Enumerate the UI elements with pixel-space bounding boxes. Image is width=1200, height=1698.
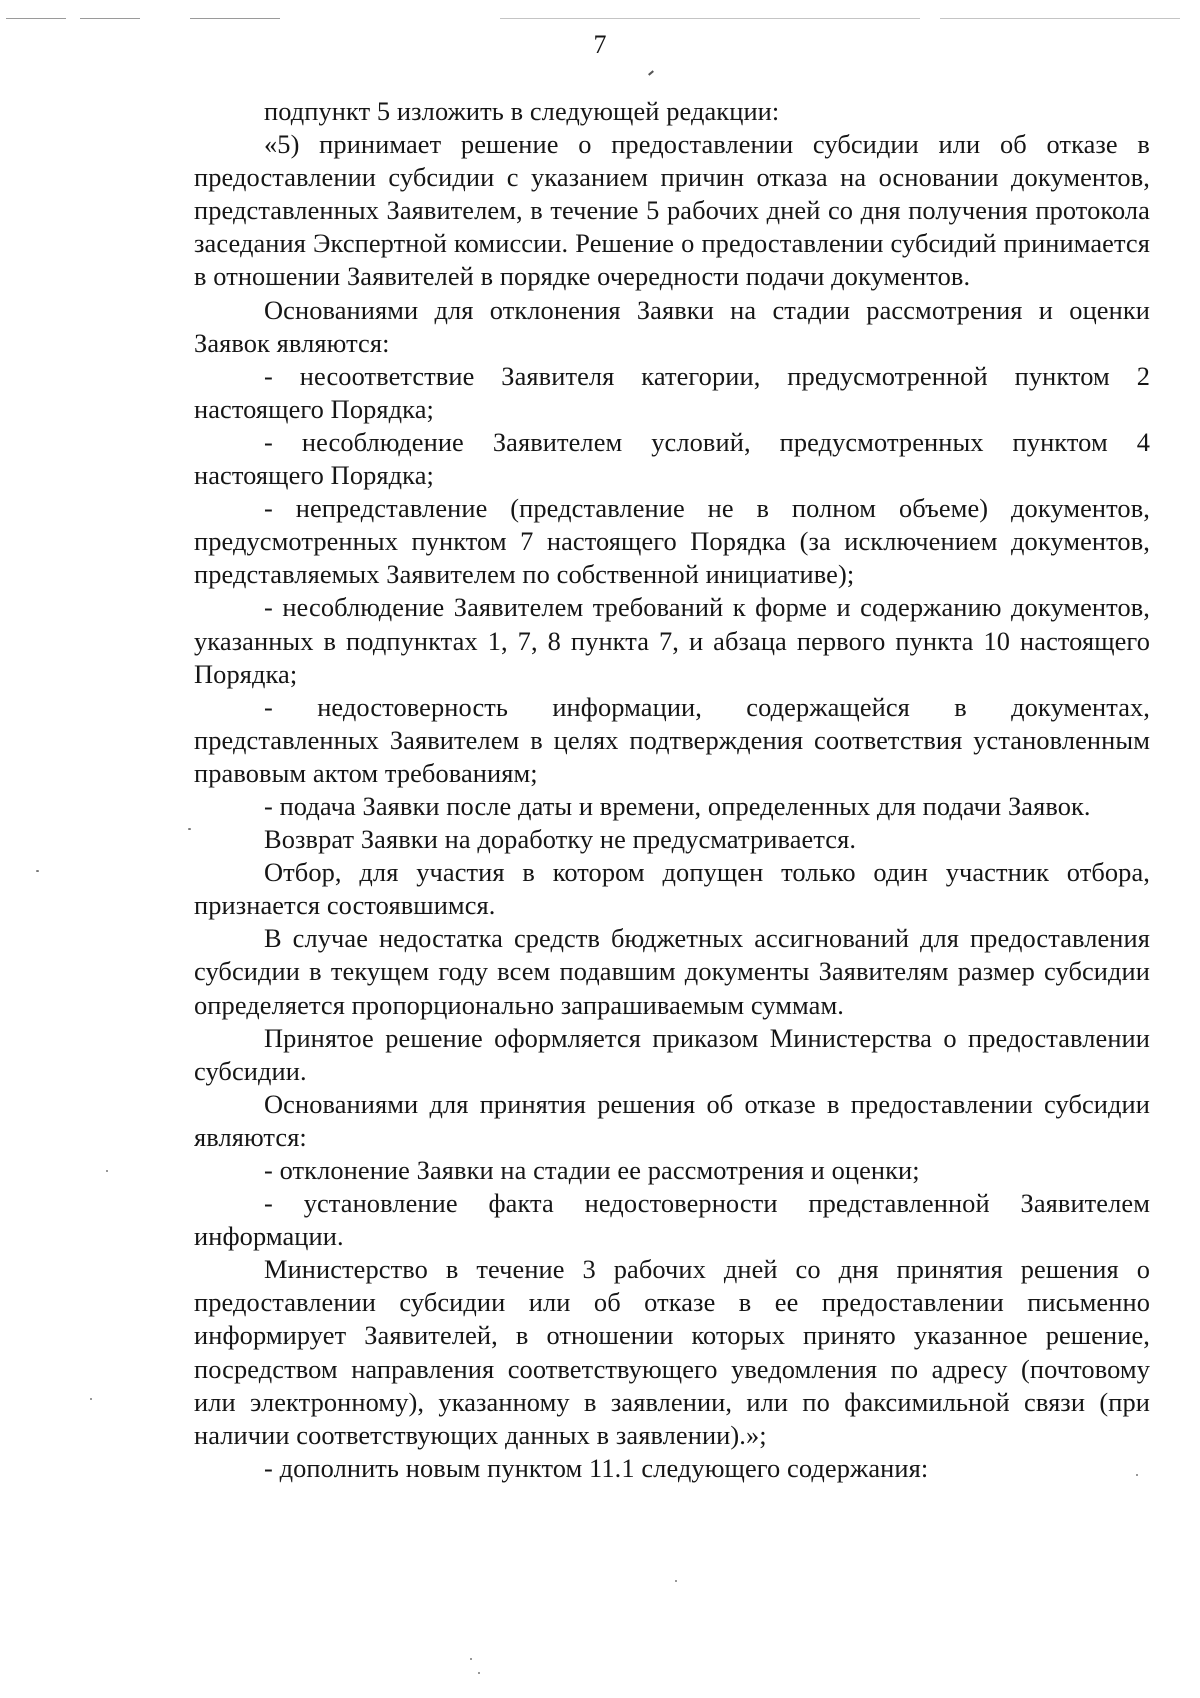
paragraph: Основаниями для отклонения Заявки на стадии рассмотрения и оценки Заявок являются: [194,294,1150,358]
list-item: - несоблюдение Заявителем требований к форме и содержанию документов, указанных в подпунктах 1, 7, 8 пункта 7, и абзаца первого пункта 10 настоящего Порядка; [194,592,1150,689]
paragraph: Принятое решение оформляется приказом Министерства о предоставлении субсидии. [194,1022,1150,1086]
list-item: - дополнить новым пунктом 11.1 следующего содержания: [264,1452,929,1483]
paragraph: В случае недостатка средств бюджетных ассигнований для предоставления субсидии в текущем году всем подавшим документы Заявителям размер субсидии определяется пропорционально запрашиваемым суммам. [194,923,1150,1020]
list-item: - подача Заявки после даты и времени, определенных для подачи Заявок. [264,790,1091,821]
scan-speck [90,1398,92,1400]
scan-artifact-line [190,18,280,19]
list-item: - несоответствие Заявителя категории, предусмотренной пунктом 2 настоящего Порядка; [194,360,1150,424]
page-number: 7 [593,30,607,59]
scan-speck [106,1170,108,1172]
scan-artifact-line [500,18,920,19]
scan-speck [188,828,191,830]
paragraph: подпункт 5 изложить в следующей редакции: [264,96,780,126]
scan-artifact-line [6,18,66,19]
list-item: - несоблюдение Заявителем условий, предусмотренных пунктом 4 настоящего Порядка; [194,426,1150,491]
scan-speck [36,870,39,872]
paragraph: Министерство в течение 3 рабочих дней со дня принятия решения о предоставлении субсидии или об отказе в ее предоставлении письменно информирует Заявителей, в отношении которых принято указанное решение, посредством направления соответствующего уведомления по адресу (почтовому или электронному), указанному в заявлении, или по факсимильной связи (при наличии соответствующих данных в заявлении).»; [194,1254,1150,1450]
paragraph: «5) принимает решение о предоставлении субсидии или об отказе в предоставлении субсидии с указанием причин отказа на основании документов, представленных Заявителем, в течение 5 рабочих дней со дня получения протокола заседания Экспертной комиссии. Решение о предоставлении субсидий принимается в отношении Заявителей в порядке очередности подачи документов. [194,129,1150,292]
list-item: - непредставление (представление не в полном объеме) документов, предусмотренных пунктом 7 настоящего Порядка (за исключением документов, представляемых Заявителем по собственной инициативе); [194,493,1150,590]
paragraph: Отбор, для участия в котором допущен только один участник отбора, признается состоявшимся. [194,857,1150,921]
scan-speck [1136,1474,1138,1476]
scan-speck [478,1672,480,1674]
list-item: - отклонение Заявки на стадии ее рассмотрения и оценки; [264,1155,920,1185]
paragraph: Возврат Заявки на доработку не предусматривается. [264,824,857,855]
scan-artifact-line [80,18,140,19]
ink-mark [648,70,654,75]
scan-speck [675,1580,677,1582]
scan-artifact-line [940,18,1180,19]
scan-speck [470,1658,472,1660]
list-item: - недостоверность информации, содержащейся в документах, представленных Заявителем в целях подтверждения соответствия установленным правовым актом требованиям; [194,691,1150,788]
list-item: - установление факта недостоверности представленной Заявителем информации. [194,1188,1150,1252]
document-body [194,95,1150,1485]
paragraph: Основаниями для принятия решения об отказе в предоставлении субсидии являются: [194,1088,1150,1152]
